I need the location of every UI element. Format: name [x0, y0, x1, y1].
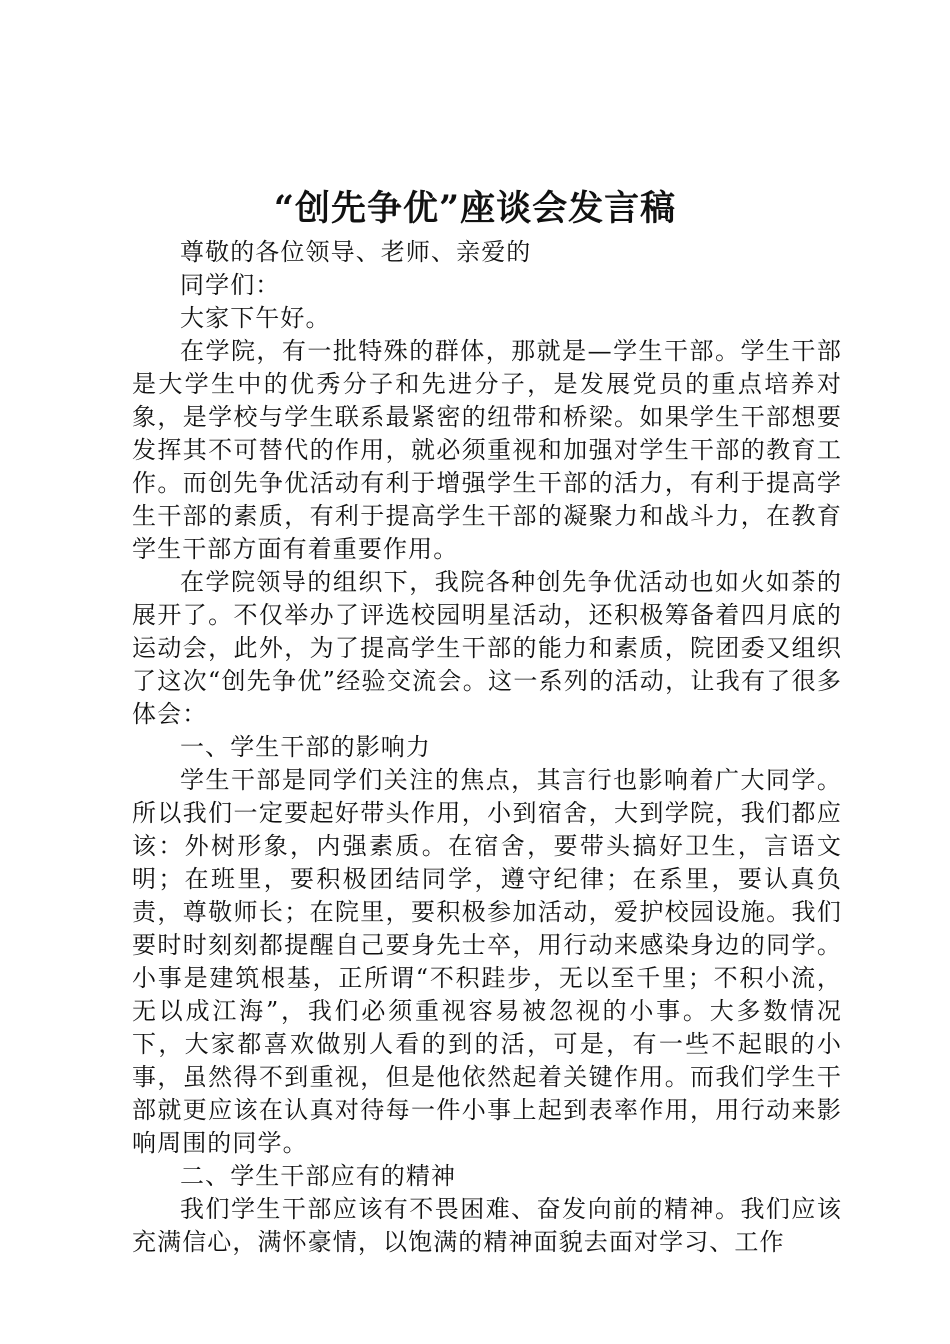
- paragraph-influence: 学生干部是同学们关注的焦点，其言行也影响着广大同学。所以我们一定要起好带头作用，小到宿舍，大到学院，我们都应该：外树形象，内强素质。在宿舍，要带头搞好卫生，言语文明；在班里，要积极团结同学，遵守纪律；在系里，要认真负责，尊敬师长；在院里，要积极参加活动，爱护校园设施。我们要时时刻刻都提醒自己要身先士卒，用行动来感染身边的同学。小事是建筑根基，正所谓“不积跬步，无以至千里；不积小流，无以成江海”，我们必须重视容易被忽视的小事。大多数情况下，大家都喜欢做别人看的到的活，可是，有一些不起眼的小事，虽然得不到重视，但是他依然起着关键作用。而我们学生干部就更应该在认真对待每一件小事上起到表率作用，用行动来影响周围的同学。: [132, 766, 842, 1157]
- greeting: 大家下午好。: [180, 304, 331, 332]
- paragraph-activities: 在学院领导的组织下，我院各种创先争优活动也如火如荼的展开了。不仅举办了评选校园明星活动，还积极筹备着四月底的运动会，此外，为了提高学生干部的能力和素质，院团委又组织了这次“创先争优”经验交流会。这一系列的活动，让我有了很多体会：: [132, 568, 842, 728]
- salutation-line-2: 同学们：: [180, 271, 281, 299]
- section-heading-1: 一、学生干部的影响力: [180, 733, 431, 761]
- section-heading-2: 二、学生干部应有的精神: [180, 1162, 457, 1190]
- document-title: “创先争优”座谈会发言稿: [273, 188, 677, 229]
- paragraph-spirit: 我们学生干部应该有不畏困难、奋发向前的精神。我们应该充满信心，满怀豪情，以饱满的精神面貌去面对学习、工作: [132, 1195, 842, 1256]
- document-body: [132, 236, 842, 1259]
- salutation-line-1: 尊敬的各位领导、老师、亲爱的: [180, 238, 532, 266]
- paragraph-intro: 在学院，有一批特殊的群体，那就是—学生干部。学生干部是大学生中的优秀分子和先进分子，是发展党员的重点培养对象，是学校与学生联系最紧密的纽带和桥梁。如果学生干部想要发挥其不可替代的作用，就必须重视和加强对学生干部的教育工作。而创先争优活动有利于增强学生干部的活力，有利于提高学生干部的素质，有利于提高学生干部的凝聚力和战斗力，在教育学生干部方面有着重要作用。: [132, 337, 842, 563]
